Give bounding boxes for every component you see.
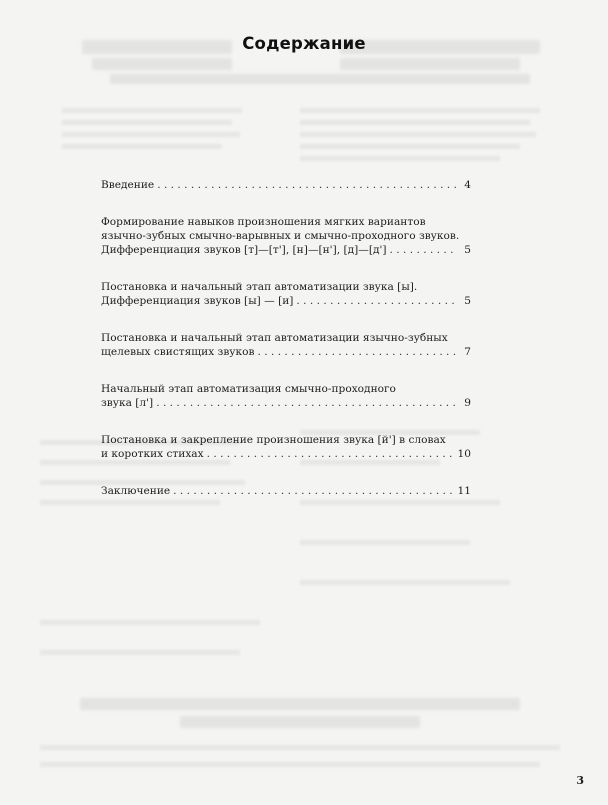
toc-entry — [101, 178, 471, 192]
dot-leader — [296, 294, 458, 308]
page-title: Содержание — [242, 34, 366, 53]
toc-entry — [101, 215, 471, 257]
toc-entry-text-line: Постановка и закрепление произношения звука [й'] в словах — [101, 434, 446, 446]
toc-entry-leader-row — [101, 294, 471, 308]
toc-entry-text-line: Постановка и начальный этап автоматизации язычно-зубных — [101, 332, 448, 344]
toc-entry-text-line: Дифференциация звуков [т]—[т'], [н]—[н'], [д]—[д'] — [101, 244, 387, 256]
toc-entry-text-line: Введение — [101, 179, 155, 191]
toc-entry-text-line: язычно-зубных смычно-варывных и смычно-проходного звуков. — [101, 230, 460, 242]
dot-leader — [390, 243, 458, 257]
toc-entry-page: 9 — [464, 397, 471, 409]
toc-entry-page: 5 — [464, 295, 471, 307]
toc-entry-leader-row — [101, 178, 471, 192]
toc-entry — [101, 331, 471, 359]
toc-entry-leader-row — [101, 396, 471, 410]
dot-leader — [157, 178, 458, 192]
dot-leader — [156, 396, 458, 410]
toc-entry — [101, 382, 471, 410]
toc-entry-leader-row — [101, 345, 471, 359]
toc-entry-page: 7 — [464, 346, 471, 358]
toc-entry-page: 5 — [464, 244, 471, 256]
dot-leader — [257, 345, 458, 359]
toc-entry — [101, 484, 471, 498]
toc-entry-text-line: звука [л'] — [101, 397, 154, 409]
table-of-contents — [101, 178, 471, 521]
toc-entry-text-line: Заключение — [101, 485, 171, 497]
toc-entry-text-line: Формирование навыков произношения мягких вариантов — [101, 216, 426, 228]
dot-leader — [207, 447, 455, 461]
toc-entry-text-line: щелевых свистящих звуков — [101, 346, 255, 358]
toc-entry-leader-row — [101, 447, 471, 461]
toc-entry-text-line: Дифференциация звуков [ы] — [и] — [101, 295, 294, 307]
toc-entry-text-line: и коротких стихах — [101, 448, 204, 460]
toc-entry-text-line: Начальный этап автоматизация смычно-проходного — [101, 383, 396, 395]
toc-entry-page: 10 — [457, 448, 471, 460]
toc-entry-page: 11 — [457, 485, 471, 497]
toc-entry-leader-row — [101, 243, 471, 257]
page-number: 3 — [576, 774, 584, 787]
toc-entry-page: 4 — [464, 179, 471, 191]
toc-entry-leader-row — [101, 484, 471, 498]
dot-leader — [173, 484, 454, 498]
toc-entry — [101, 280, 471, 308]
toc-entry — [101, 433, 471, 461]
toc-entry-text-line: Постановка и начальный этап автоматизации звука [ы]. — [101, 281, 418, 293]
